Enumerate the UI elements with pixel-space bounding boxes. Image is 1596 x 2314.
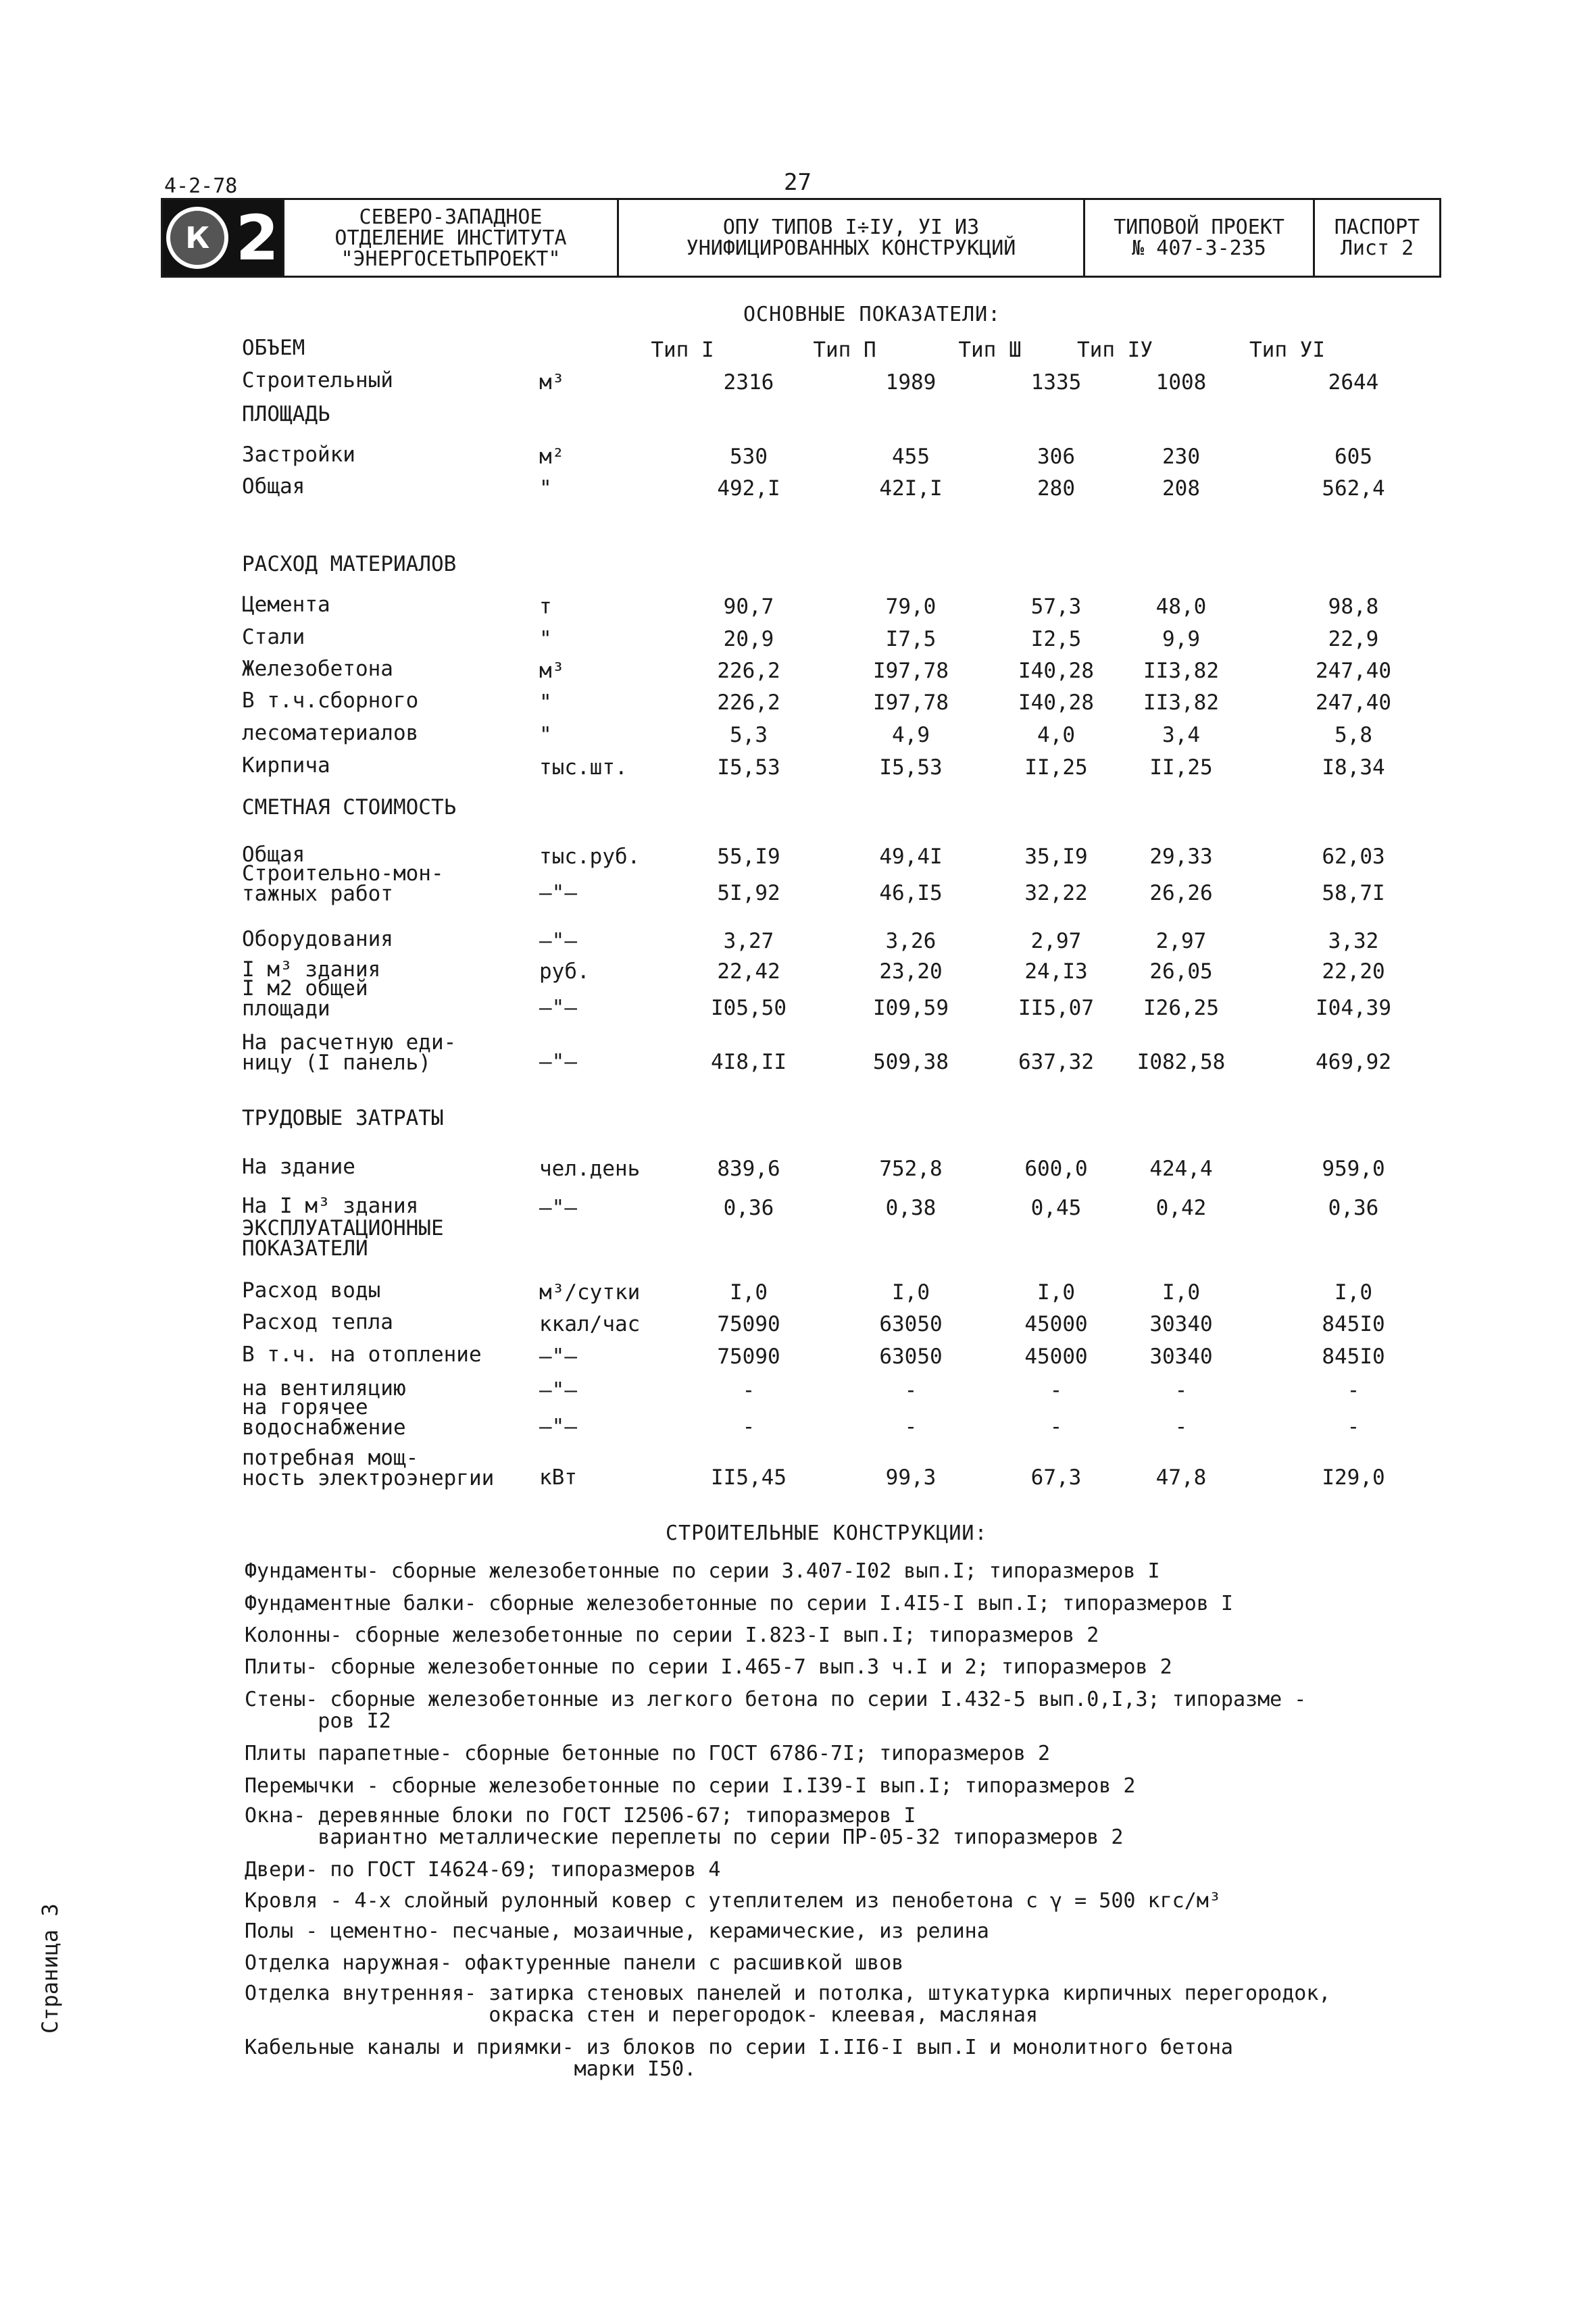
row-value: I8,34: [1322, 755, 1385, 780]
row-value: 280: [1037, 476, 1075, 501]
row-label: Стали: [242, 625, 305, 649]
row-value: 0,36: [723, 1196, 774, 1220]
side-page-label: Страница 3: [37, 1903, 63, 2034]
row-unit: тыс.шт.: [539, 755, 628, 780]
table-row: [242, 627, 1404, 654]
indicators-title: ОСНОВНЫЕ ПОКАЗАТЕЛИ:: [743, 303, 1001, 326]
row-value: II,25: [1149, 755, 1213, 780]
row-unit: ": [539, 723, 552, 747]
row-label: В т.ч.сборного: [242, 688, 419, 713]
table-row: [242, 476, 1404, 503]
construction-item: Колонны- сборные железобетонные по серии I.823-I вып.I; типоразмеров 2: [245, 1624, 1099, 1647]
row-value: I40,28: [1018, 659, 1094, 683]
row-value: 492,I: [717, 476, 780, 501]
row-value: 1008: [1155, 370, 1207, 395]
table-row: [242, 659, 1404, 686]
title-cell: [619, 200, 1085, 276]
row-value: 20,9: [723, 627, 774, 651]
construction-item: Отделка наружная- офактуренные панели с расшивкой швов: [245, 1951, 904, 1975]
row-unit: —"—: [539, 996, 577, 1020]
row-value: I7,5: [885, 627, 937, 651]
row-label: Кирпича: [242, 753, 330, 778]
table-row: [242, 1395, 1404, 1440]
row-value: I97,78: [873, 690, 949, 715]
row-unit: —"—: [539, 1344, 577, 1369]
row-unit: —"—: [539, 1415, 577, 1439]
row-value: II,25: [1024, 755, 1088, 780]
row-value: -: [1049, 1378, 1063, 1403]
row-label: Застройки: [242, 443, 355, 467]
row-unit: ": [539, 476, 552, 501]
passport-line: Лист 2: [1340, 236, 1414, 260]
row-label: ПЛОЩАДЬ: [242, 402, 330, 426]
row-value: 845I0: [1322, 1312, 1385, 1336]
row-unit: чел.день: [539, 1157, 641, 1181]
title-block: [161, 198, 1441, 278]
constructions-title: СТРОИТЕЛЬНЫЕ КОНСТРУКЦИИ:: [666, 1521, 988, 1545]
row-value: 306: [1037, 445, 1075, 469]
row-value: 47,8: [1155, 1465, 1207, 1490]
row-value: 26,26: [1149, 881, 1213, 905]
row-value: I,0: [730, 1280, 768, 1305]
row-label: на вентиляцию: [242, 1376, 406, 1401]
row-value: 22,20: [1322, 959, 1385, 984]
row-label: На расчетную еди- ницу (I панель): [242, 1030, 457, 1075]
passport-cell: [1315, 200, 1439, 276]
row-value: 3,4: [1162, 723, 1200, 747]
table-row: [242, 1157, 1404, 1184]
construction-item: Кровля - 4-х слойный рулонный ковер с утеплителем из пенобетона с γ = 500 кгс/м³: [245, 1889, 1221, 1913]
row-value: -: [1347, 1415, 1360, 1439]
institute-emblem-icon: К: [166, 207, 228, 269]
row-value: -: [904, 1378, 918, 1403]
table-row: [242, 338, 1404, 365]
column-header: Тип Ш: [958, 338, 1022, 362]
table-row: [242, 1030, 1404, 1075]
column-header: Тип IУ: [1077, 338, 1153, 362]
row-value: 67,3: [1030, 1465, 1082, 1490]
row-label: РАСХОД МАТЕРИАЛОВ: [242, 552, 457, 576]
row-value: II5,07: [1018, 996, 1094, 1020]
row-label: лесоматериалов: [242, 721, 419, 745]
row-unit: —"—: [539, 1050, 577, 1074]
title-line: УНИФИЦИРОВАННЫХ КОНСТРУКЦИЙ: [686, 236, 1016, 260]
row-unit: —"—: [539, 881, 577, 905]
row-unit: —"—: [539, 1378, 577, 1403]
row-label: Расход тепла: [242, 1310, 393, 1334]
project-cell: [1085, 200, 1315, 276]
table-row: [242, 445, 1404, 472]
row-value: 247,40: [1316, 659, 1391, 683]
row-value: 90,7: [723, 595, 774, 619]
table-row: [242, 755, 1404, 782]
row-value: 1989: [885, 370, 937, 395]
row-value: 22,9: [1328, 627, 1379, 651]
row-value: 30340: [1149, 1312, 1213, 1336]
row-value: 0,42: [1155, 1196, 1207, 1220]
row-value: 455: [892, 445, 930, 469]
table-row: [242, 404, 1404, 431]
row-value: 35,I9: [1024, 845, 1088, 869]
row-label: На I м³ здания: [242, 1194, 419, 1218]
construction-item: Стены- сборные железобетонные из легкого бетона по серии I.432-5 вып.0,I,3; типоразме - ров I2: [245, 1688, 1307, 1733]
row-value: 57,3: [1030, 595, 1082, 619]
table-row: [242, 1108, 1404, 1135]
project-line: ТИПОВОЙ ПРОЕКТ: [1114, 216, 1285, 239]
row-value: 99,3: [885, 1465, 937, 1490]
row-value: 3,26: [885, 929, 937, 953]
row-label: ЭКСПЛУАТАЦИОННЫЕ ПОКАЗАТЕЛИ: [242, 1216, 444, 1261]
row-unit: м³: [539, 659, 565, 683]
row-value: 600,0: [1024, 1157, 1088, 1181]
row-value: 29,33: [1149, 845, 1213, 869]
row-value: 469,92: [1316, 1050, 1391, 1074]
row-value: 24,I3: [1024, 959, 1088, 984]
row-value: 226,2: [717, 659, 780, 683]
row-value: II3,82: [1143, 659, 1219, 683]
row-value: II3,82: [1143, 690, 1219, 715]
row-label: Общая: [242, 842, 305, 867]
row-value: 1335: [1030, 370, 1082, 395]
construction-item: Полы - цементно- песчаные, мозаичные, керамические, из релина: [245, 1919, 989, 1943]
construction-item: Двери- по ГОСТ I4624-69; типоразмеров 4: [245, 1858, 721, 1882]
row-value: 2,97: [1030, 929, 1082, 953]
row-value: 2316: [723, 370, 774, 395]
row-value: 530: [730, 445, 768, 469]
row-value: 0,38: [885, 1196, 937, 1220]
row-value: 3,32: [1328, 929, 1379, 953]
row-value: 2,97: [1155, 929, 1207, 953]
table-row: [242, 1344, 1404, 1372]
row-value: 23,20: [879, 959, 943, 984]
row-value: 752,8: [879, 1157, 943, 1181]
row-value: 79,0: [885, 595, 937, 619]
page-number: 27: [784, 169, 812, 196]
table-row: [242, 1446, 1404, 1490]
row-value: 247,40: [1316, 690, 1391, 715]
table-row: [242, 861, 1404, 906]
row-value: 4I8,II: [711, 1050, 787, 1074]
row-label: Общая: [242, 474, 305, 499]
construction-item: Фундаменты- сборные железобетонные по серии 3.407-I02 вып.I; типоразмеров I: [245, 1559, 1160, 1583]
table-row: [242, 370, 1404, 397]
construction-item: Окна- деревянные блоки по ГОСТ I2506-67; типоразмеров I вариантно металлические переплеты по серии ПР-05-32 типоразмеров 2: [245, 1804, 1124, 1849]
row-label: I м³ здания: [242, 957, 381, 982]
row-value: 48,0: [1155, 595, 1207, 619]
row-value: 959,0: [1322, 1157, 1385, 1181]
row-unit: ": [539, 690, 552, 715]
logo-number: 2: [235, 201, 279, 274]
table-row: [242, 690, 1404, 718]
row-value: 42I,I: [879, 476, 943, 501]
row-value: -: [904, 1415, 918, 1439]
row-value: 605: [1335, 445, 1372, 469]
row-value: II5,45: [711, 1465, 787, 1490]
row-value: 45000: [1024, 1344, 1088, 1369]
table-row: [242, 595, 1404, 622]
row-value: 0,36: [1328, 1196, 1379, 1220]
row-value: 49,4I: [879, 845, 943, 869]
row-value: 32,22: [1024, 881, 1088, 905]
row-value: I5,53: [879, 755, 943, 780]
row-value: 55,I9: [717, 845, 780, 869]
column-header: Тип П: [813, 338, 876, 362]
organization-cell: [284, 200, 619, 276]
row-value: -: [1049, 1415, 1063, 1439]
row-value: -: [742, 1415, 755, 1439]
row-value: 208: [1162, 476, 1200, 501]
construction-item: Отделка внутренняя- затирка стеновых панелей и потолка, штукатурка кирпичных перегородок, окраска стен и перегородок- клеевая, масляная: [245, 1982, 1331, 2027]
row-value: 226,2: [717, 690, 780, 715]
row-unit: м³: [539, 370, 565, 395]
construction-item: Перемычки - сборные железобетонные по серии I.I39-I вып.I; типоразмеров 2: [245, 1774, 1136, 1798]
row-value: I26,25: [1143, 996, 1219, 1020]
row-value: 98,8: [1328, 595, 1379, 619]
row-value: -: [1347, 1378, 1360, 1403]
row-value: 58,7I: [1322, 881, 1385, 905]
row-value: I29,0: [1322, 1465, 1385, 1490]
row-label: Железобетона: [242, 657, 393, 681]
row-unit: руб.: [539, 959, 590, 984]
row-value: 424,4: [1149, 1157, 1213, 1181]
table-row: [242, 1312, 1404, 1339]
construction-item: Плиты парапетные- сборные бетонные по ГОСТ 6786-7I; типоразмеров 2: [245, 1742, 1051, 1765]
document-code: 4-2-78: [164, 174, 238, 198]
row-value: I05,50: [711, 996, 787, 1020]
row-value: I09,59: [873, 996, 949, 1020]
row-unit: ккал/час: [539, 1312, 641, 1336]
row-label: СМЕТНАЯ СТОИМОСТЬ: [242, 795, 457, 820]
row-value: 63050: [879, 1312, 943, 1336]
row-value: -: [742, 1378, 755, 1403]
row-value: 3,27: [723, 929, 774, 953]
row-value: I,0: [1335, 1280, 1372, 1305]
row-value: 30340: [1149, 1344, 1213, 1369]
row-value: 5,3: [730, 723, 768, 747]
logo: [163, 200, 284, 276]
row-label: Строительный: [242, 368, 393, 393]
row-value: 26,05: [1149, 959, 1213, 984]
row-label: на горячее водоснабжение: [242, 1395, 406, 1440]
row-label: В т.ч. на отопление: [242, 1342, 482, 1367]
row-value: 5,8: [1335, 723, 1372, 747]
row-unit: м²: [539, 445, 565, 469]
row-value: 75090: [717, 1344, 780, 1369]
column-header: Тип УI: [1249, 338, 1325, 362]
row-label: потребная мощ- ность электроэнергии: [242, 1446, 495, 1490]
row-unit: —"—: [539, 1196, 577, 1220]
row-value: 62,03: [1322, 845, 1385, 869]
row-unit: кВт: [539, 1465, 577, 1490]
row-unit: —"—: [539, 929, 577, 953]
row-value: 4,9: [892, 723, 930, 747]
row-value: 75090: [717, 1312, 780, 1336]
table-row: [242, 797, 1404, 824]
table-row: [242, 554, 1404, 581]
table-row: [242, 723, 1404, 750]
row-unit: т: [539, 595, 552, 619]
row-value: I,0: [1162, 1280, 1200, 1305]
org-line: "ЭНЕРГОСЕТЬПРОЕКТ": [341, 247, 561, 271]
org-line: СЕВЕРО-ЗАПАДНОЕ: [359, 205, 543, 229]
construction-item: Фундаментные балки- сборные железобетонные по серии I.4I5-I вып.I; типоразмеров I: [245, 1592, 1233, 1615]
construction-item: Плиты- сборные железобетонные по серии I.465-7 вып.3 ч.I и 2; типоразмеров 2: [245, 1655, 1172, 1679]
row-value: -: [1174, 1415, 1188, 1439]
row-label: Строительно-мон- тажных работ: [242, 861, 444, 906]
row-label: Расход воды: [242, 1278, 381, 1303]
row-value: 562,4: [1322, 476, 1385, 501]
row-value: I97,78: [873, 659, 949, 683]
title-line: ОПУ ТИПОВ I÷IУ, УI ИЗ: [722, 216, 980, 239]
construction-item: Кабельные каналы и приямки- из блоков по серии I.II6-I вып.I и монолитного бетона марки I50.: [245, 2036, 1233, 2081]
row-value: 637,32: [1018, 1050, 1094, 1074]
row-value: I5,53: [717, 755, 780, 780]
row-unit: м³/сутки: [539, 1280, 641, 1305]
table-row: [242, 929, 1404, 956]
row-value: 509,38: [873, 1050, 949, 1074]
row-value: 230: [1162, 445, 1200, 469]
row-value: 9,9: [1162, 627, 1200, 651]
row-unit: тыс.руб.: [539, 845, 641, 869]
row-value: I,0: [1037, 1280, 1075, 1305]
row-value: 45000: [1024, 1312, 1088, 1336]
table-row: [242, 976, 1404, 1021]
project-line: № 407-3-235: [1132, 236, 1266, 260]
row-label: I м2 общей площади: [242, 976, 368, 1021]
row-value: 845I0: [1322, 1344, 1385, 1369]
row-value: 5I,92: [717, 881, 780, 905]
row-value: 4,0: [1037, 723, 1075, 747]
row-value: 63050: [879, 1344, 943, 1369]
row-label: Оборудования: [242, 927, 393, 951]
row-label: На здание: [242, 1155, 355, 1179]
row-label: ОБЪЕМ: [242, 336, 305, 360]
row-value: I,0: [892, 1280, 930, 1305]
row-value: I082,58: [1137, 1050, 1226, 1074]
row-label: Цемента: [242, 593, 330, 617]
row-value: -: [1174, 1378, 1188, 1403]
passport-line: ПАСПОРТ: [1334, 216, 1420, 239]
row-label: ТРУДОВЫЕ ЗАТРАТЫ: [242, 1106, 444, 1130]
row-value: I04,39: [1316, 996, 1391, 1020]
column-header: Тип I: [651, 338, 714, 362]
row-value: I2,5: [1030, 627, 1082, 651]
table-row: [242, 1216, 1404, 1261]
row-value: 0,45: [1030, 1196, 1082, 1220]
row-value: 46,I5: [879, 881, 943, 905]
row-value: I40,28: [1018, 690, 1094, 715]
row-unit: ": [539, 627, 552, 651]
row-value: 839,6: [717, 1157, 780, 1181]
org-line: ОТДЕЛЕНИЕ ИНСТИТУТА: [334, 226, 567, 250]
row-value: 2644: [1328, 370, 1379, 395]
table-row: [242, 1280, 1404, 1307]
row-value: 22,42: [717, 959, 780, 984]
